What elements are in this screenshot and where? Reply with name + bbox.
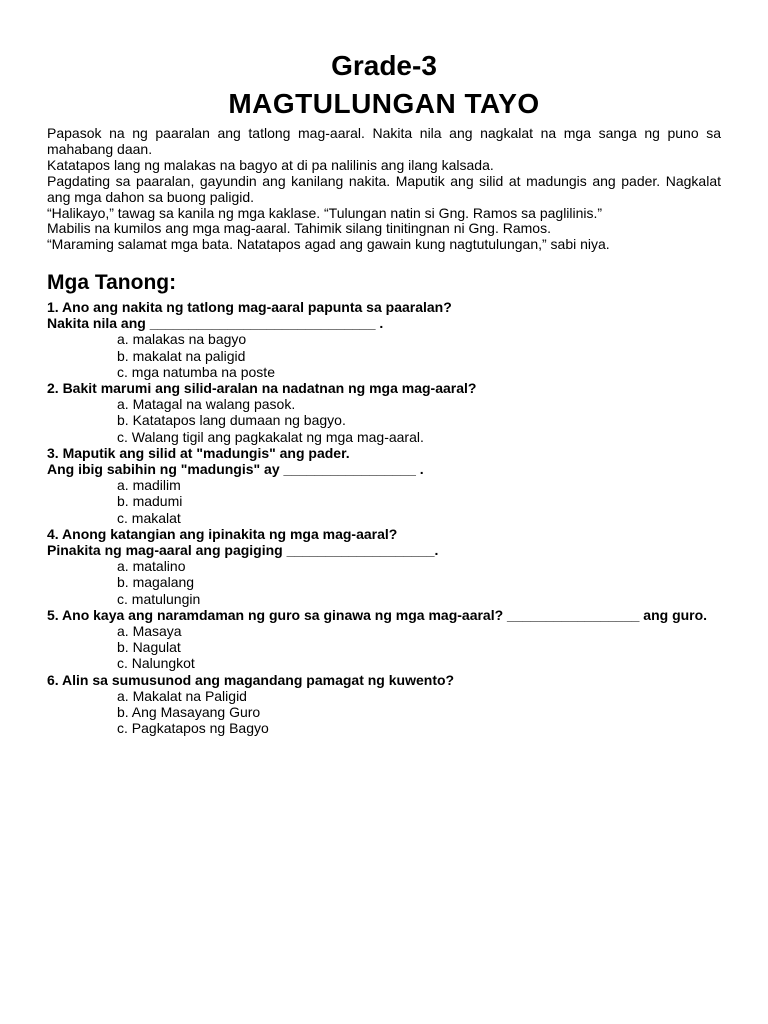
question-text: 3. Maputik ang silid at "madungis" ang pader. xyxy=(47,444,350,461)
questions-section xyxy=(47,270,721,736)
answer-option: c. Walang tigil ang pagkakalat ng mga mag-aaral. xyxy=(117,428,424,445)
question-text: 5. Ano kaya ang naramdaman ng guro sa ginawa ng mga mag-aaral? _________________ ang guro. xyxy=(47,606,708,623)
answer-option: a. Matagal na walang pasok. xyxy=(117,396,296,413)
question-3 xyxy=(47,445,721,526)
story-paragraph: Pagdating sa paaralan, gayundin ang kanilang nakita. Maputik ang silid at madungis ang pader. Nagkalat ang mga dahon sa buong paligid. xyxy=(47,172,721,205)
answer-option: b. Katatapos lang dumaan ng bagyo. xyxy=(117,412,346,429)
question-text: 6. Alin sa sumusunod ang magandang pamagat ng kuwento? xyxy=(47,671,455,688)
answer-option: b. Nagulat xyxy=(117,639,181,656)
question-1 xyxy=(47,299,721,380)
question-4 xyxy=(47,526,721,607)
answer-option: a. matalino xyxy=(117,558,186,575)
answer-option: a. malakas na bagyo xyxy=(117,331,247,348)
page-title: MAGTULUNGAN TAYO xyxy=(228,88,540,119)
question-fill-in: Nakita nila ang _____________________________ . xyxy=(47,315,384,332)
story-paragraph: “Maraming salamat mga bata. Natatapos agad ang gawain kung nagtutulungan,” sabi niya. xyxy=(47,236,610,253)
story-paragraph: Papasok na ng paaralan ang tatlong mag-aaral. Nakita nila ang nagkalat na mga sanga ng puno sa mahabang daan. xyxy=(47,125,721,157)
answer-option: c. Nalungkot xyxy=(117,655,195,672)
question-5 xyxy=(47,607,721,672)
answer-option: c. mga natumba na poste xyxy=(117,363,275,380)
question-text: 2. Bakit marumi ang silid-aralan na nadatnan ng mga mag-aaral? xyxy=(47,380,477,397)
story-paragraph: “Halikayo,” tawag sa kanila ng mga kaklase. “Tulungan natin si Gng. Ramos sa paglilinis.” xyxy=(47,204,603,221)
answer-option: a. Masaya xyxy=(117,623,182,640)
story-paragraph: Katatapos lang ng malakas na bagyo at di pa nalilinis ang ilang kalsada. xyxy=(47,156,494,173)
story-text xyxy=(47,126,721,253)
questions-heading: Mga Tanong: xyxy=(47,271,177,294)
question-fill-in: Pinakita ng mag-aaral ang pagiging ___________________. xyxy=(47,542,439,559)
answer-option: c. matulungin xyxy=(117,590,201,607)
question-fill-in: Ang ibig sabihin ng "madungis" ay _________________ . xyxy=(47,461,424,478)
answer-option: c. Pagkatapos ng Bagyo xyxy=(117,720,269,737)
answer-option: b. magalang xyxy=(117,574,195,591)
question-6 xyxy=(47,672,721,737)
answer-option: b. makalat na paligid xyxy=(117,347,246,364)
question-2 xyxy=(47,380,721,445)
grade-heading: Grade-3 xyxy=(331,50,437,81)
story-paragraph: Mabilis na kumilos ang mga mag-aaral. Tahimik silang tinitingnan ni Gng. Ramos. xyxy=(47,220,551,237)
answer-option: b. madumi xyxy=(117,493,183,510)
question-text: 1. Ano ang nakita ng tatlong mag-aaral papunta sa paaralan? xyxy=(47,299,452,315)
answer-option: a. madilim xyxy=(117,477,181,494)
answer-option: b. Ang Masayang Guro xyxy=(117,704,261,721)
answer-option: a. Makalat na Paligid xyxy=(117,687,247,704)
question-text: 4. Anong katangian ang ipinakita ng mga mag-aaral? xyxy=(47,525,398,542)
answer-option: c. makalat xyxy=(117,509,181,526)
